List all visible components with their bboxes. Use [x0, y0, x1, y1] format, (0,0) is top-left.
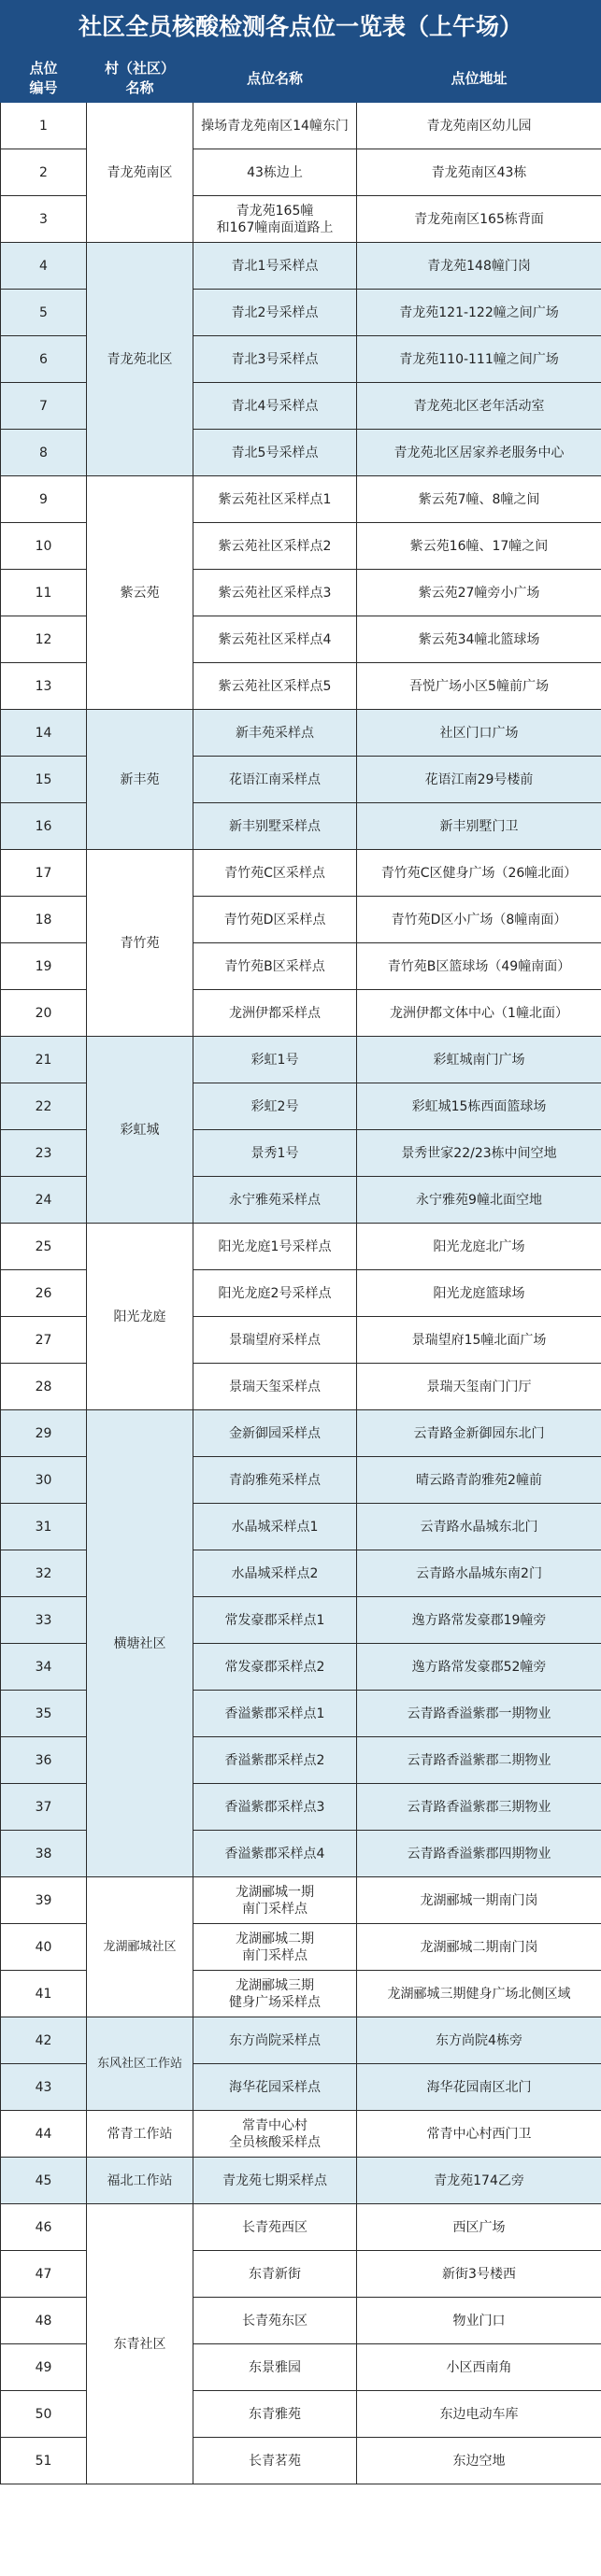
point-name-line: 彩虹2号	[250, 1098, 299, 1114]
point-address: 吾悦广场小区5幢前广场	[357, 663, 601, 710]
point-name-line: 南门采样点	[242, 1947, 308, 1963]
point-name-line: 长青苑西区	[242, 2219, 308, 2235]
point-name-line: 彩虹1号	[250, 1052, 299, 1068]
point-name-line: 和167幢南面道路上	[216, 219, 334, 235]
table-row	[1, 243, 601, 290]
table-row	[1, 850, 601, 897]
point-name	[193, 1831, 357, 1877]
point-name	[193, 990, 357, 1037]
point-address: 龙湖郦城三期健身广场北侧区域	[357, 1971, 601, 2017]
point-address: 云青路香溢紫郡四期物业	[357, 1831, 601, 1877]
point-name-line: 新丰苑采样点	[236, 725, 314, 741]
header-village	[87, 55, 193, 103]
point-number: 21	[1, 1037, 87, 1083]
point-number: 30	[1, 1457, 87, 1504]
point-name-line: 景瑞望府采样点	[229, 1332, 321, 1348]
point-name	[193, 570, 357, 616]
point-name	[193, 1037, 357, 1083]
header-point-address: 点位地址	[357, 55, 601, 103]
point-name-line: 紫云苑社区采样点3	[218, 585, 332, 601]
point-name	[193, 1691, 357, 1737]
sampling-points-table	[0, 54, 601, 2484]
table-header-row	[1, 55, 601, 103]
point-name-line: 43栋边上	[247, 164, 303, 180]
table-row	[1, 1877, 601, 1924]
point-number: 15	[1, 757, 87, 803]
point-name-line: 紫云苑社区采样点2	[218, 538, 332, 554]
table-row	[1, 1224, 601, 1270]
point-number: 45	[1, 2158, 87, 2204]
point-name-line: 东景雅园	[249, 2359, 301, 2375]
point-name	[193, 616, 357, 663]
point-name-line: 香溢紫郡采样点4	[224, 1846, 325, 1861]
point-name-line: 青韵雅苑采样点	[229, 1472, 321, 1488]
point-address: 青龙苑121-122幢之间广场	[357, 290, 601, 336]
point-number: 24	[1, 1177, 87, 1224]
village-name: 龙湖郦城社区	[87, 1877, 193, 2017]
point-address: 景秀世家22/23栋中间空地	[357, 1130, 601, 1177]
point-number: 17	[1, 850, 87, 897]
point-name	[193, 523, 357, 570]
header-no-line-2: 编号	[29, 79, 58, 96]
point-name-line: 香溢紫郡采样点3	[224, 1799, 325, 1815]
point-name-line: 长青茗苑	[249, 2453, 301, 2469]
point-name	[193, 243, 357, 290]
point-address: 东边空地	[357, 2438, 601, 2484]
point-name-line: 紫云苑社区采样点4	[218, 631, 332, 647]
point-name	[193, 2158, 357, 2204]
point-name	[193, 663, 357, 710]
point-number: 28	[1, 1364, 87, 1410]
point-address: 紫云苑27幢旁小广场	[357, 570, 601, 616]
point-address: 晴云路青韵雅苑2幢前	[357, 1457, 601, 1504]
point-name	[193, 1270, 357, 1317]
point-name-line: 香溢紫郡采样点2	[224, 1752, 325, 1768]
point-number: 33	[1, 1597, 87, 1644]
table-row	[1, 2158, 601, 2204]
village-name: 紫云苑	[87, 476, 193, 710]
point-name-line: 青北2号采样点	[231, 304, 319, 320]
point-number: 40	[1, 1924, 87, 1971]
point-number: 44	[1, 2111, 87, 2158]
point-number: 35	[1, 1691, 87, 1737]
point-number: 29	[1, 1410, 87, 1457]
point-name	[193, 1877, 357, 1924]
point-name	[193, 2111, 357, 2158]
point-address: 青龙苑148幢门岗	[357, 243, 601, 290]
point-address: 云青路水晶城东北门	[357, 1504, 601, 1550]
point-name	[193, 2064, 357, 2111]
point-address: 紫云苑34幢北篮球场	[357, 616, 601, 663]
point-name-line: 海华花园采样点	[229, 2079, 321, 2095]
point-number: 48	[1, 2298, 87, 2344]
point-address: 花语江南29号楼前	[357, 757, 601, 803]
point-name	[193, 2438, 357, 2484]
point-name-line: 青竹苑D区采样点	[223, 912, 326, 927]
point-name	[193, 103, 357, 149]
village-name: 新丰苑	[87, 710, 193, 850]
point-address: 东边电动车库	[357, 2391, 601, 2438]
point-name	[193, 1224, 357, 1270]
point-name-line: 阳光龙庭2号采样点	[218, 1285, 332, 1301]
village-name: 常青工作站	[87, 2111, 193, 2158]
point-name	[193, 897, 357, 943]
point-address: 云青路香溢紫郡二期物业	[357, 1737, 601, 1784]
point-address: 青龙苑北区老年活动室	[357, 383, 601, 430]
point-address: 云青路香溢紫郡三期物业	[357, 1784, 601, 1831]
point-name	[193, 476, 357, 523]
village-name: 阳光龙庭	[87, 1224, 193, 1410]
point-number: 46	[1, 2204, 87, 2251]
point-number: 22	[1, 1083, 87, 1130]
village-name: 东青社区	[87, 2204, 193, 2484]
point-name-line: 青北3号采样点	[231, 351, 319, 367]
point-name-line: 全员核酸采样点	[229, 2134, 321, 2150]
point-name-line: 紫云苑社区采样点5	[218, 678, 332, 694]
point-address: 逸方路常发豪郡52幢旁	[357, 1644, 601, 1691]
point-name-line: 东青新街	[249, 2266, 301, 2282]
point-name	[193, 1364, 357, 1410]
point-name-line: 紫云苑社区采样点1	[218, 491, 332, 507]
point-address: 紫云苑16幢、17幢之间	[357, 523, 601, 570]
point-name-line: 龙湖郦城二期	[236, 1931, 314, 1946]
village-name: 横塘社区	[87, 1410, 193, 1877]
point-address: 青龙苑110-111幢之间广场	[357, 336, 601, 383]
table-row	[1, 103, 601, 149]
point-number: 1	[1, 103, 87, 149]
point-address: 龙湖郦城一期南门岗	[357, 1877, 601, 1924]
point-address: 逸方路常发豪郡19幢旁	[357, 1597, 601, 1644]
page-title: 社区全员核酸检测各点位一览表（上午场）	[0, 0, 601, 54]
point-address: 阳光龙庭篮球场	[357, 1270, 601, 1317]
point-name-line: 东方尚院采样点	[229, 2032, 321, 2048]
point-number: 3	[1, 196, 87, 243]
point-number: 5	[1, 290, 87, 336]
point-address: 彩虹城南门广场	[357, 1037, 601, 1083]
village-name: 彩虹城	[87, 1037, 193, 1224]
point-name-line: 常发豪郡采样点1	[224, 1612, 325, 1628]
point-address: 东方尚院4栋旁	[357, 2017, 601, 2064]
point-name-line: 景瑞天玺采样点	[229, 1379, 321, 1394]
point-name	[193, 1737, 357, 1784]
table-row	[1, 1410, 601, 1457]
point-number: 13	[1, 663, 87, 710]
point-name-line: 景秀1号	[250, 1145, 299, 1161]
point-number: 38	[1, 1831, 87, 1877]
point-name-line: 金新御园采样点	[229, 1425, 321, 1441]
table-row	[1, 710, 601, 757]
point-name	[193, 1924, 357, 1971]
point-name	[193, 1784, 357, 1831]
point-address: 青竹苑B区篮球场（49幢南面）	[357, 943, 601, 990]
point-number: 39	[1, 1877, 87, 1924]
point-address: 云青路香溢紫郡一期物业	[357, 1691, 601, 1737]
point-name	[193, 1410, 357, 1457]
point-name-line: 永宁雅苑采样点	[229, 1192, 321, 1208]
point-name-line: 水晶城采样点1	[231, 1519, 319, 1535]
point-name-line: 常发豪郡采样点2	[224, 1659, 325, 1675]
point-number: 43	[1, 2064, 87, 2111]
table-body	[1, 103, 601, 2484]
village-name: 福北工作站	[87, 2158, 193, 2204]
point-name	[193, 757, 357, 803]
point-address: 新丰别墅门卫	[357, 803, 601, 850]
village-name: 青龙苑北区	[87, 243, 193, 476]
point-address: 阳光龙庭北广场	[357, 1224, 601, 1270]
point-name-line: 青北5号采样点	[231, 445, 319, 460]
point-number: 25	[1, 1224, 87, 1270]
point-name	[193, 430, 357, 476]
point-address: 青龙苑174乙旁	[357, 2158, 601, 2204]
point-number: 9	[1, 476, 87, 523]
point-name	[193, 2344, 357, 2391]
point-name-line: 香溢紫郡采样点1	[224, 1706, 325, 1721]
point-name	[193, 1504, 357, 1550]
point-name	[193, 2251, 357, 2298]
point-address: 云青路水晶城东南2门	[357, 1550, 601, 1597]
point-name-line: 花语江南采样点	[229, 771, 321, 787]
point-number: 14	[1, 710, 87, 757]
point-address: 常青中心村西门卫	[357, 2111, 601, 2158]
point-number: 23	[1, 1130, 87, 1177]
point-address: 社区门口广场	[357, 710, 601, 757]
header-point-name: 点位名称	[193, 55, 357, 103]
point-name-line: 常青中心村	[242, 2117, 308, 2133]
point-address: 青龙苑南区43栋	[357, 149, 601, 196]
point-number: 27	[1, 1317, 87, 1364]
table-row	[1, 2111, 601, 2158]
table-row	[1, 476, 601, 523]
table-row	[1, 2017, 601, 2064]
point-name-line: 青龙苑七期采样点	[222, 2173, 327, 2188]
point-name-line: 南门采样点	[242, 1901, 308, 1917]
point-number: 37	[1, 1784, 87, 1831]
point-name-line: 青北4号采样点	[231, 398, 319, 414]
point-number: 26	[1, 1270, 87, 1317]
point-number: 11	[1, 570, 87, 616]
point-name	[193, 149, 357, 196]
point-address: 景瑞天玺南门门厅	[357, 1364, 601, 1410]
point-name	[193, 943, 357, 990]
point-name	[193, 2391, 357, 2438]
point-address: 云青路金新御园东北门	[357, 1410, 601, 1457]
point-name-line: 水晶城采样点2	[231, 1565, 319, 1581]
point-name-line: 青北1号采样点	[231, 258, 319, 274]
point-name-line: 青龙苑165幢	[236, 203, 314, 219]
point-address: 彩虹城15栋西面篮球场	[357, 1083, 601, 1130]
point-name	[193, 1130, 357, 1177]
point-number: 31	[1, 1504, 87, 1550]
point-name	[193, 2204, 357, 2251]
point-name	[193, 1550, 357, 1597]
point-name	[193, 1971, 357, 2017]
village-name: 青竹苑	[87, 850, 193, 1037]
point-address: 青龙苑南区幼儿园	[357, 103, 601, 149]
point-name-line: 青竹苑B区采样点	[224, 958, 325, 974]
point-address: 海华花园南区北门	[357, 2064, 601, 2111]
point-name	[193, 336, 357, 383]
point-number: 7	[1, 383, 87, 430]
header-no	[1, 55, 87, 103]
point-name	[193, 1457, 357, 1504]
point-name-line: 东青雅苑	[249, 2406, 301, 2422]
point-name	[193, 1177, 357, 1224]
point-name	[193, 710, 357, 757]
point-address: 龙洲伊都文体中心（1幢北面）	[357, 990, 601, 1037]
point-name-line: 新丰别墅采样点	[229, 818, 321, 834]
point-name	[193, 1644, 357, 1691]
point-address: 青龙苑南区165栋背面	[357, 196, 601, 243]
point-number: 19	[1, 943, 87, 990]
point-number: 49	[1, 2344, 87, 2391]
point-number: 42	[1, 2017, 87, 2064]
point-name	[193, 1317, 357, 1364]
point-name-line: 青竹苑C区采样点	[224, 865, 325, 881]
point-name	[193, 2298, 357, 2344]
table-row	[1, 1037, 601, 1083]
header-no-line-1: 点位	[29, 60, 58, 77]
point-number: 2	[1, 149, 87, 196]
point-number: 8	[1, 430, 87, 476]
point-address: 青竹苑D区小广场（8幢南面）	[357, 897, 601, 943]
header-village-line-1: 村（社区）	[104, 60, 175, 77]
point-number: 32	[1, 1550, 87, 1597]
point-name-line: 龙湖郦城三期	[236, 1977, 314, 1993]
point-number: 16	[1, 803, 87, 850]
point-name-line: 龙洲伊都采样点	[229, 1005, 321, 1021]
point-address: 青竹苑C区健身广场（26幢北面）	[357, 850, 601, 897]
point-name	[193, 803, 357, 850]
point-address: 景瑞望府15幢北面广场	[357, 1317, 601, 1364]
point-name	[193, 2017, 357, 2064]
point-number: 10	[1, 523, 87, 570]
point-name	[193, 1083, 357, 1130]
point-address: 龙湖郦城二期南门岗	[357, 1924, 601, 1971]
point-address: 新街3号楼西	[357, 2251, 601, 2298]
village-name: 东风社区工作站	[87, 2017, 193, 2111]
point-number: 18	[1, 897, 87, 943]
point-name-line: 健身广场采样点	[229, 1994, 321, 2010]
point-name	[193, 290, 357, 336]
point-address: 青龙苑北区居家养老服务中心	[357, 430, 601, 476]
point-name-line: 阳光龙庭1号采样点	[218, 1238, 332, 1254]
point-name	[193, 1597, 357, 1644]
point-address: 物业门口	[357, 2298, 601, 2344]
point-number: 4	[1, 243, 87, 290]
point-number: 12	[1, 616, 87, 663]
point-address: 西区广场	[357, 2204, 601, 2251]
point-number: 50	[1, 2391, 87, 2438]
header-village-line-2: 名称	[125, 79, 154, 96]
point-address: 紫云苑7幢、8幢之间	[357, 476, 601, 523]
point-name	[193, 196, 357, 243]
village-name: 青龙苑南区	[87, 103, 193, 243]
point-name	[193, 383, 357, 430]
point-name	[193, 850, 357, 897]
point-number: 41	[1, 1971, 87, 2017]
point-name-line: 龙湖郦城一期	[236, 1884, 314, 1900]
point-number: 47	[1, 2251, 87, 2298]
point-number: 36	[1, 1737, 87, 1784]
table-row	[1, 2204, 601, 2251]
point-address: 小区西南角	[357, 2344, 601, 2391]
point-number: 6	[1, 336, 87, 383]
point-number: 34	[1, 1644, 87, 1691]
point-name-line: 操场青龙苑南区14幢东门	[201, 118, 349, 134]
point-name-line: 长青苑东区	[242, 2313, 308, 2328]
point-number: 20	[1, 990, 87, 1037]
point-number: 51	[1, 2438, 87, 2484]
point-address: 永宁雅苑9幢北面空地	[357, 1177, 601, 1224]
